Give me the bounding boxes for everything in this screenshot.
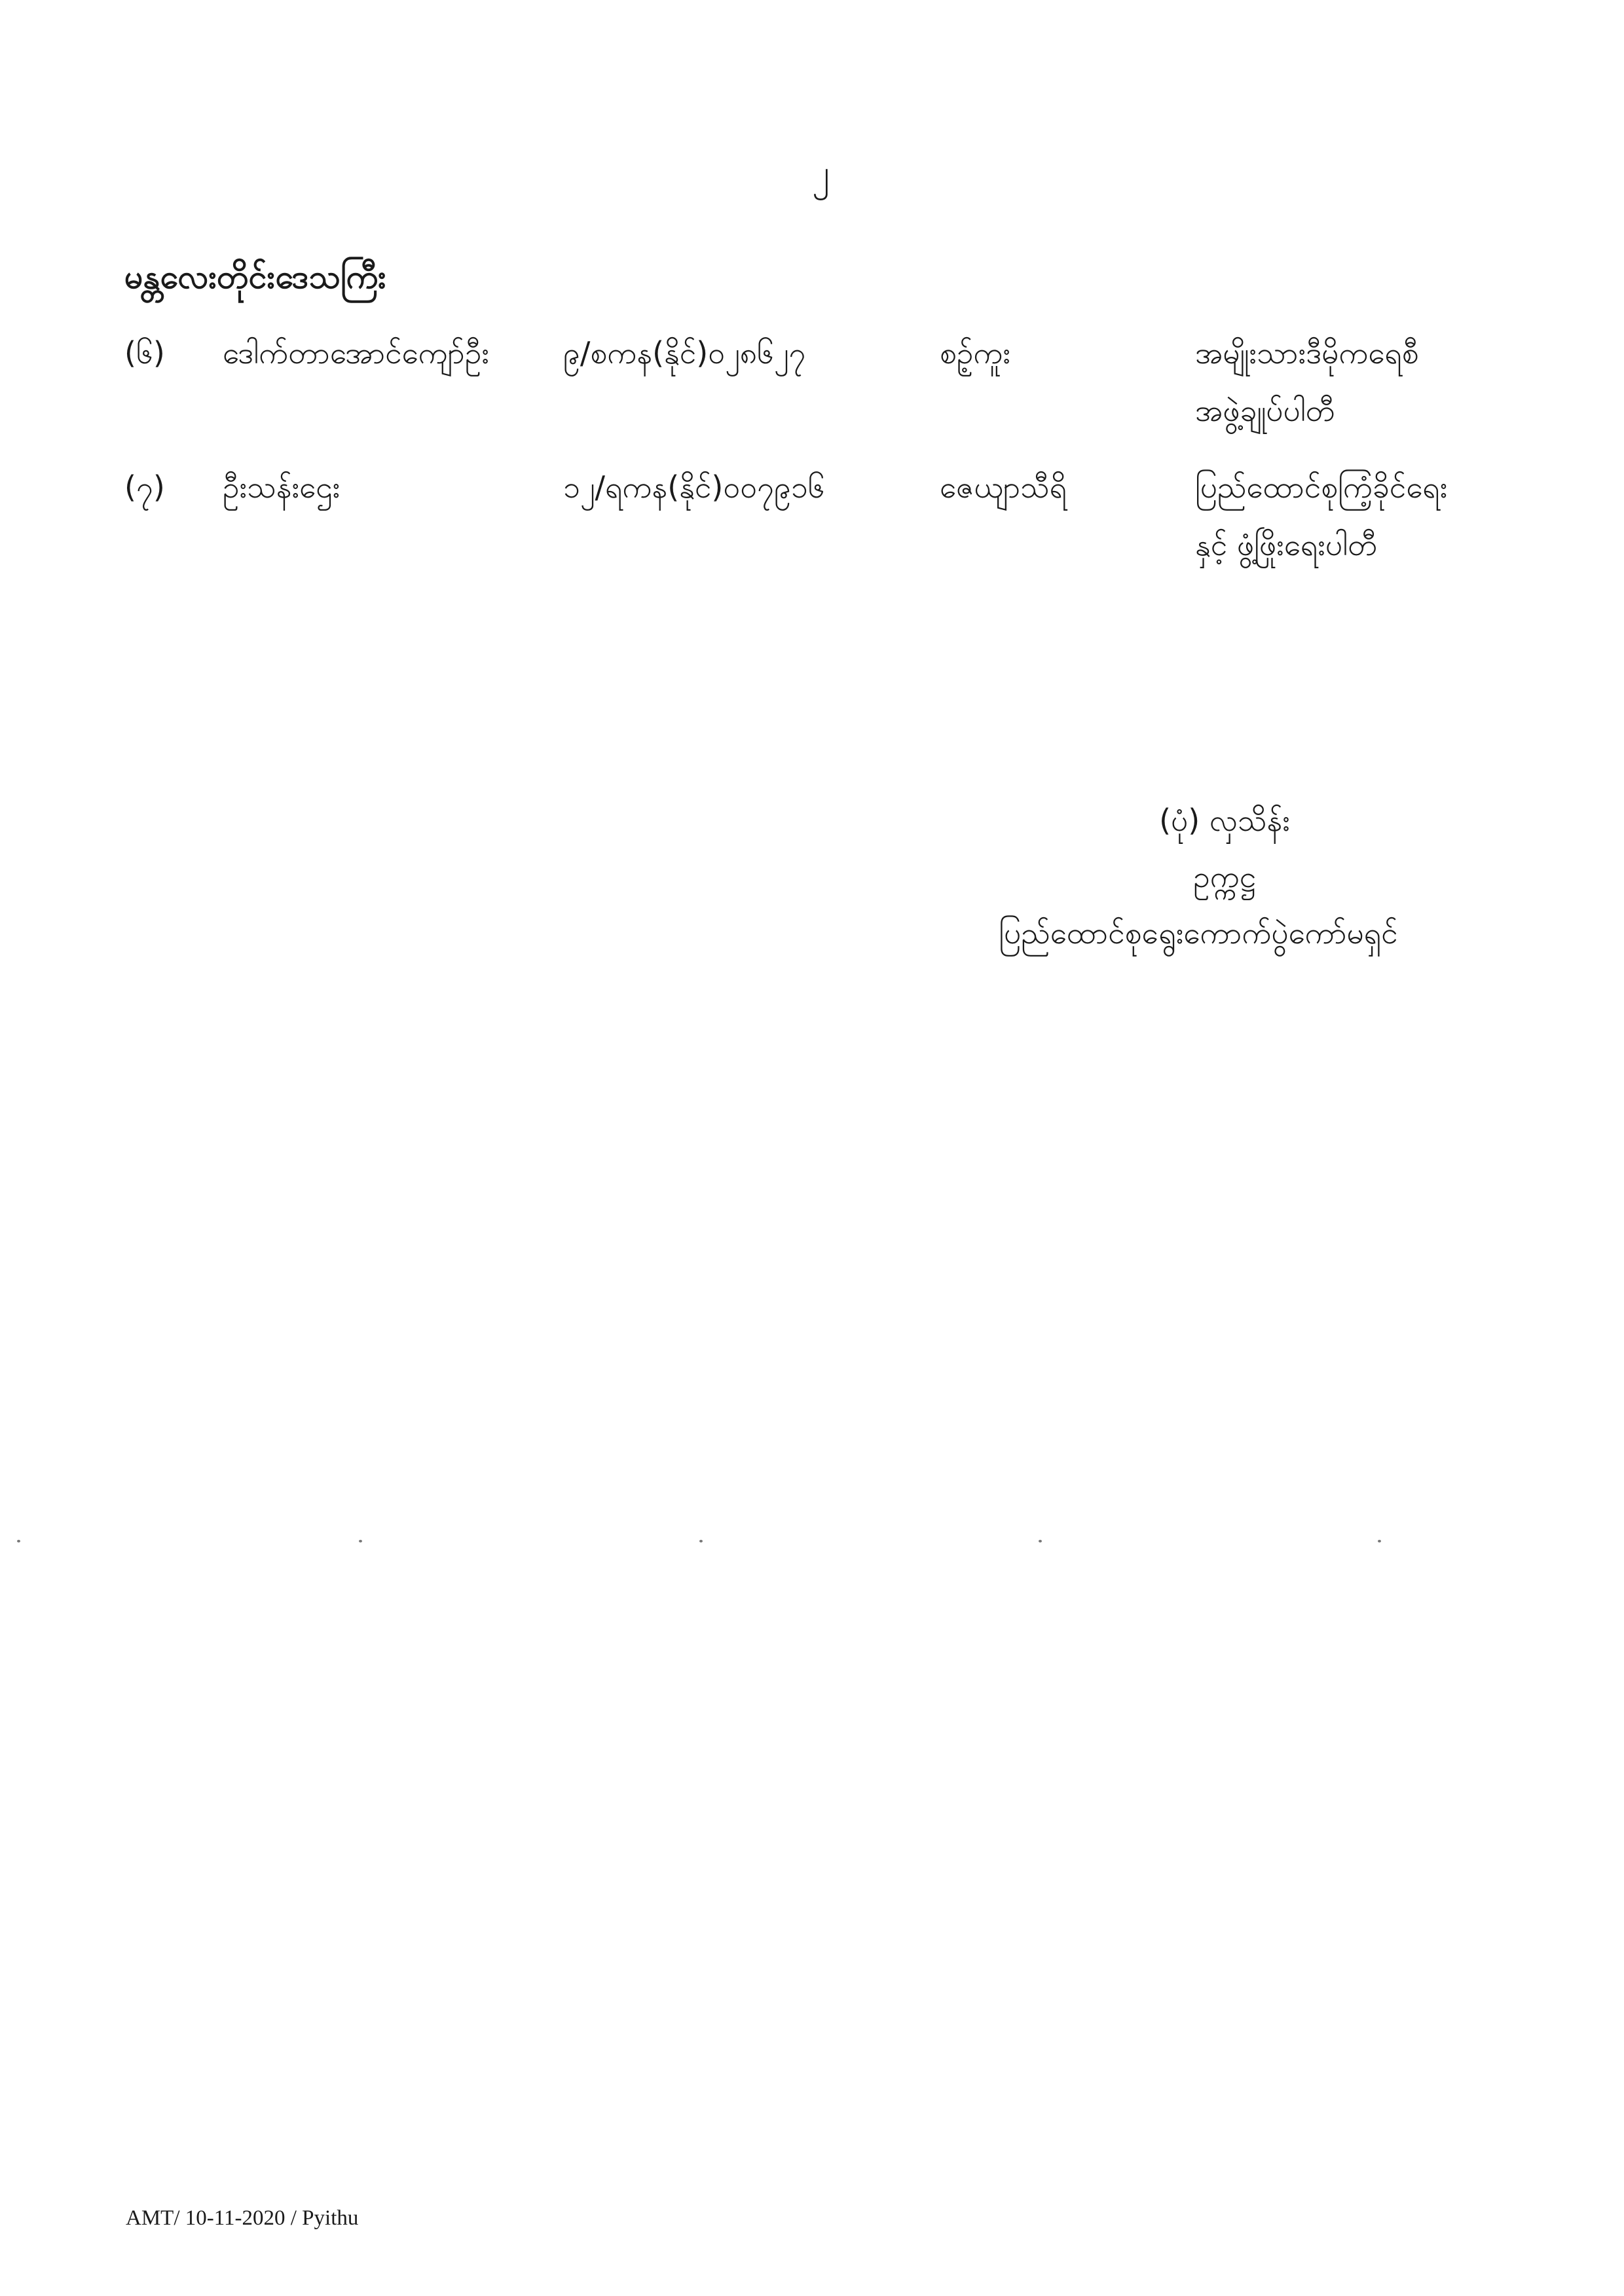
signature-signed: (ပုံ) လှသိန်း xyxy=(1159,803,1290,838)
candidate-party-line2: အဖွဲ့ချုပ်ပါတီ xyxy=(1195,393,1335,428)
signature-block xyxy=(943,792,1506,961)
candidate-number: (၇) xyxy=(124,469,165,505)
candidate-party xyxy=(1195,324,1419,439)
candidate-number: (၆) xyxy=(124,335,165,371)
signature-organization: ပြည်ထောင်စုရွေးကောက်ပွဲကော်မရှင် xyxy=(999,915,1398,951)
candidate-party-line1: ပြည်ထောင်စုကြံ့ခိုင်ရေး xyxy=(1195,469,1448,505)
candidate-township: စဉ့်ကူး xyxy=(940,335,1011,371)
signature-title: ဥက္ကဋ္ဌ xyxy=(1193,859,1256,894)
page-number: ၂ xyxy=(812,152,830,193)
scan-mark xyxy=(17,1540,20,1542)
candidate-name: ဒေါက်တာအောင်ကျော်ဦး xyxy=(223,335,490,371)
candidate-nrc: ၉/စကန(နိုင်)၀၂၈၆၂၇ xyxy=(563,335,806,371)
candidate-party xyxy=(1195,458,1447,574)
candidate-party-line1: အမျိုးသားဒီမိုကရေစီ xyxy=(1195,335,1419,371)
scan-mark xyxy=(359,1540,362,1542)
region-heading: မန္တလေးတိုင်းဒေသကြီး xyxy=(124,258,386,296)
scan-mark xyxy=(1039,1540,1042,1542)
footer-reference: AMT/ 10-11-2020 / Pyithu xyxy=(126,2206,359,2230)
scan-mark xyxy=(1378,1540,1381,1542)
candidate-name: ဦးသန်းဌေး xyxy=(223,469,341,505)
candidate-party-line2: နှင့် ဖွံ့ဖြိုးရေးပါတီ xyxy=(1195,527,1377,562)
candidate-township: ဇေယျာသီရိ xyxy=(940,469,1067,505)
candidate-nrc: ၁၂/ရကန(နိုင်)၀၀၇၉၁၆ xyxy=(563,469,825,505)
scan-mark xyxy=(699,1540,703,1542)
